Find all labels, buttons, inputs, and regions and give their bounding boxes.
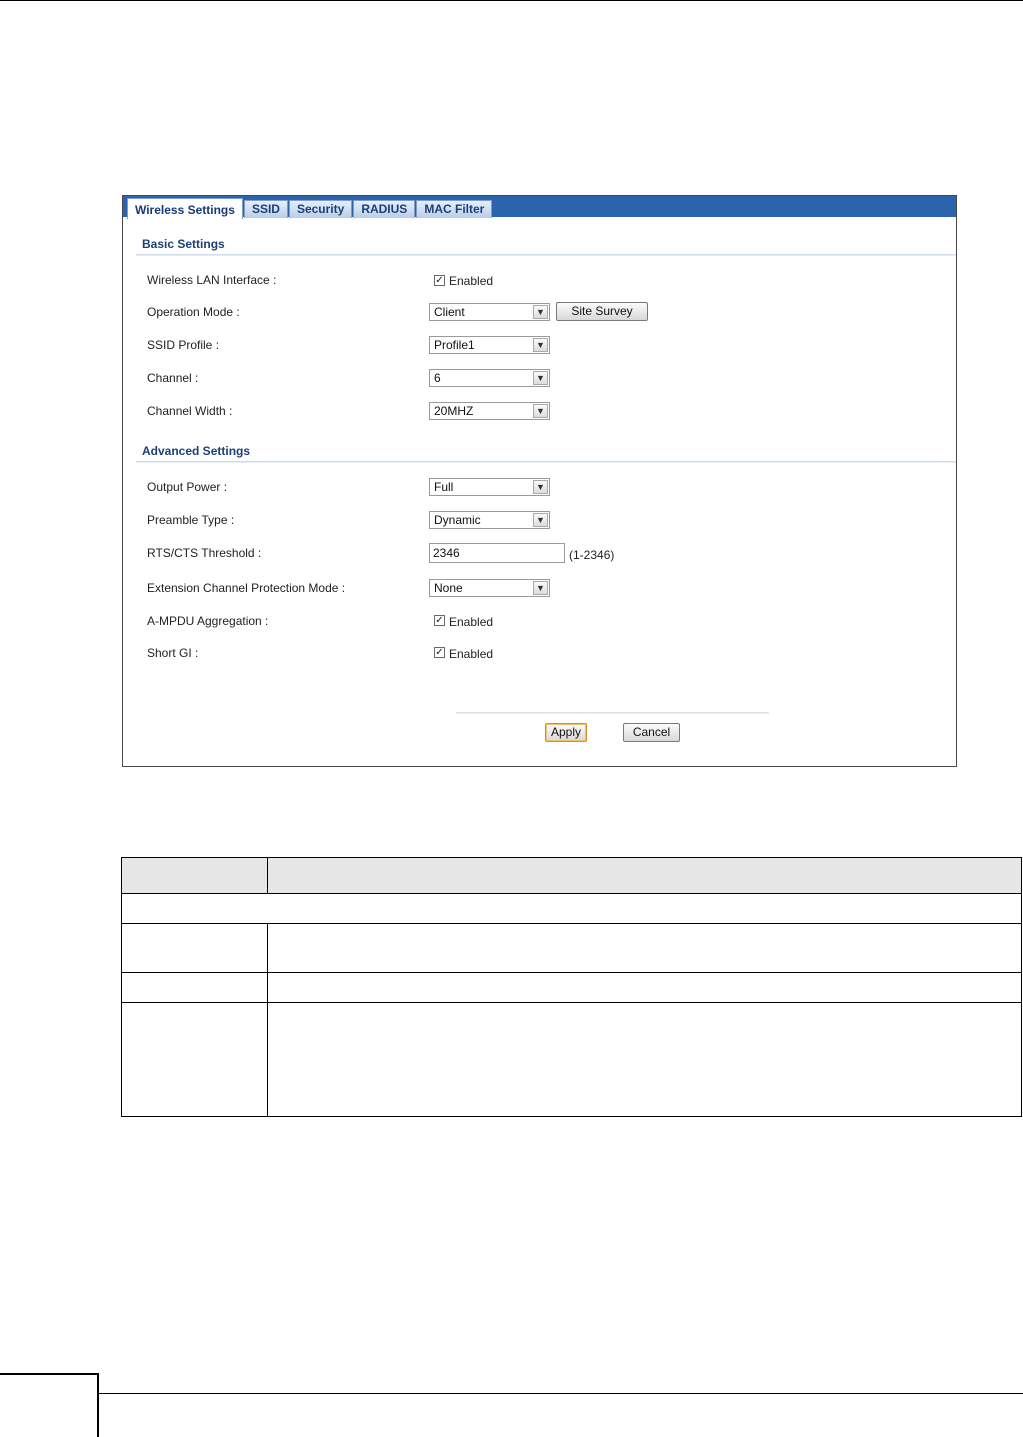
wireless-settings-panel	[122, 195, 957, 767]
table-cell	[122, 973, 268, 1003]
apply-button[interactable]: Apply	[545, 723, 587, 742]
channel-label: Channel :	[147, 371, 199, 385]
table-cell	[268, 1003, 1022, 1117]
table-section-row	[122, 894, 1022, 924]
chevron-down-icon: ▼	[533, 305, 548, 319]
site-survey-button[interactable]: Site Survey	[556, 302, 648, 321]
preamble-type-value: Dynamic	[434, 513, 481, 527]
wlan-interface-label: Wireless LAN Interface :	[147, 273, 277, 287]
extension-channel-label: Extension Channel Protection Mode :	[147, 581, 346, 595]
advanced-settings-title: Advanced Settings	[142, 444, 251, 458]
rts-cts-range-hint: (1-2346)	[569, 548, 615, 562]
operation-mode-select[interactable]	[429, 303, 550, 321]
page-number-box	[0, 1373, 99, 1437]
table-header-cell	[268, 858, 1022, 894]
table-cell	[122, 1003, 268, 1117]
output-power-label: Output Power :	[147, 480, 228, 494]
checkmark-icon: ✓	[435, 615, 444, 626]
output-power-select[interactable]	[429, 478, 550, 496]
tab-wireless-settings[interactable]: Wireless Settings	[127, 198, 243, 219]
operation-mode-label: Operation Mode :	[147, 305, 240, 319]
ampdu-aggregation-label: A-MPDU Aggregation :	[147, 614, 269, 628]
basic-settings-divider	[136, 254, 956, 256]
table-cell	[268, 973, 1022, 1003]
tab-bar	[123, 196, 956, 217]
basic-settings-title: Basic Settings	[142, 237, 225, 251]
channel-width-select[interactable]	[429, 402, 550, 420]
advanced-settings-divider	[136, 461, 956, 463]
description-table	[121, 857, 1022, 1117]
chevron-down-icon: ▼	[533, 404, 548, 418]
chevron-down-icon: ▼	[533, 513, 548, 527]
rts-cts-threshold-input[interactable]: 2346	[429, 543, 565, 563]
tab-security[interactable]: Security	[289, 200, 352, 218]
chevron-down-icon: ▼	[533, 480, 548, 494]
preamble-type-select[interactable]	[429, 511, 550, 529]
checkmark-icon: ✓	[435, 275, 444, 286]
short-gi-checkbox[interactable]	[434, 647, 445, 658]
ssid-profile-select[interactable]	[429, 336, 550, 354]
table-row	[122, 1003, 1022, 1117]
cancel-button[interactable]: Cancel	[623, 723, 680, 742]
channel-width-value: 20MHZ	[434, 404, 474, 418]
table-cell	[122, 924, 268, 973]
table-header-cell	[122, 858, 268, 894]
table-row	[122, 924, 1022, 973]
channel-value: 6	[434, 371, 441, 385]
tab-ssid[interactable]: SSID	[244, 200, 288, 218]
short-gi-enabled-label: Enabled	[449, 647, 494, 661]
ssid-profile-label: SSID Profile :	[147, 338, 220, 352]
table-row	[122, 973, 1022, 1003]
ampdu-enabled-label: Enabled	[449, 615, 494, 629]
wlan-interface-enabled-label: Enabled	[449, 274, 494, 288]
ssid-profile-value: Profile1	[434, 338, 475, 352]
ampdu-aggregation-checkbox[interactable]	[434, 615, 445, 626]
chevron-down-icon: ▼	[533, 581, 548, 595]
extension-channel-value: None	[434, 581, 463, 595]
table-cell	[268, 924, 1022, 973]
rts-cts-threshold-label: RTS/CTS Threshold :	[147, 546, 262, 560]
preamble-type-label: Preamble Type :	[147, 513, 235, 527]
extension-channel-select[interactable]	[429, 579, 550, 597]
chevron-down-icon: ▼	[533, 371, 548, 385]
wlan-interface-checkbox[interactable]	[434, 275, 445, 286]
actions-divider	[456, 712, 769, 714]
header-rule	[0, 0, 1023, 1]
table-header-row	[122, 858, 1022, 894]
operation-mode-value: Client	[434, 305, 465, 319]
channel-select[interactable]	[429, 369, 550, 387]
channel-width-label: Channel Width :	[147, 404, 233, 418]
chevron-down-icon: ▼	[533, 338, 548, 352]
short-gi-label: Short GI :	[147, 646, 199, 660]
tab-radius[interactable]: RADIUS	[353, 200, 415, 218]
checkmark-icon: ✓	[435, 647, 444, 658]
table-section-cell	[122, 894, 1022, 924]
output-power-value: Full	[434, 480, 454, 494]
footer-rule	[99, 1393, 1023, 1394]
tab-mac-filter[interactable]: MAC Filter	[416, 200, 492, 218]
